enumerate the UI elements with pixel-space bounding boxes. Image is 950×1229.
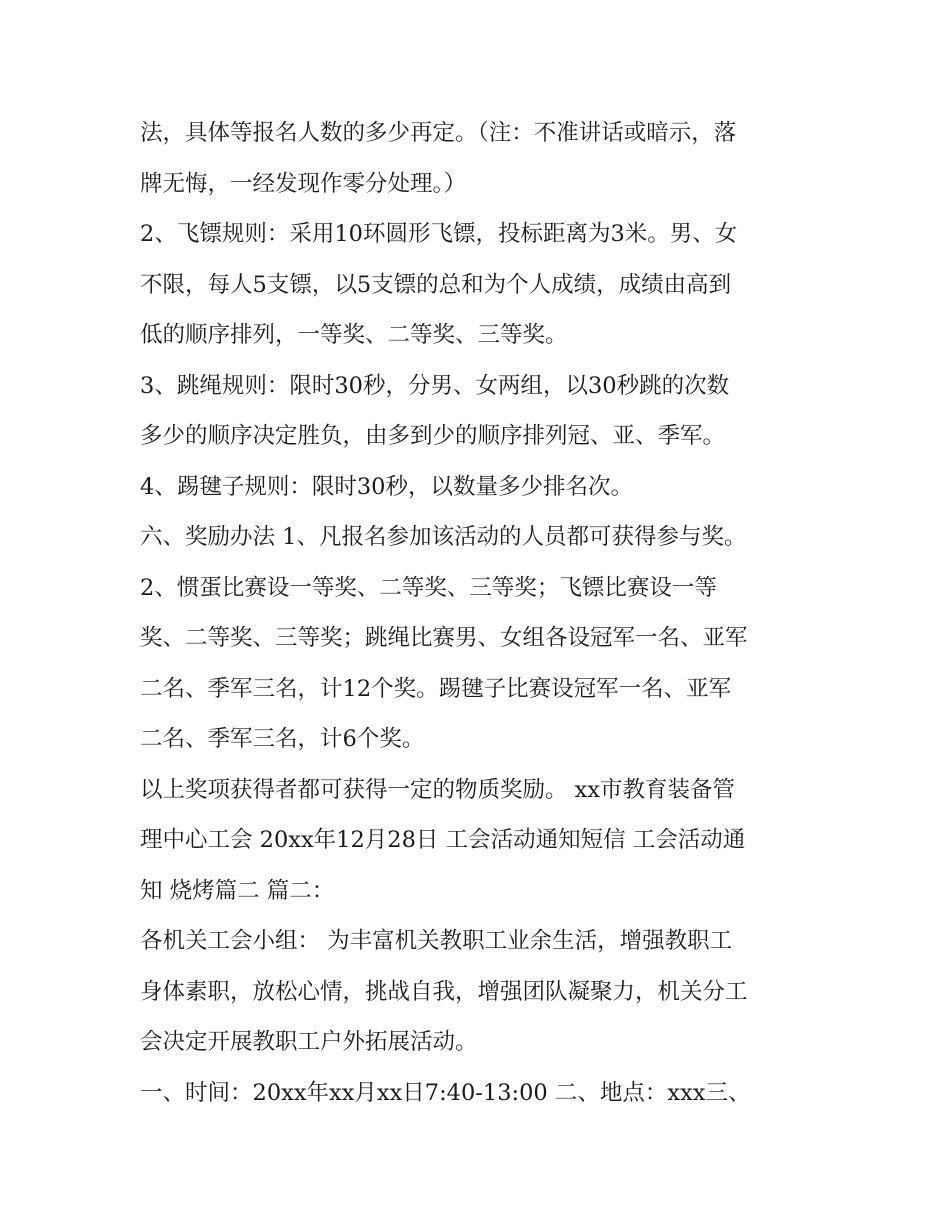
text-line-6: 3、跳绳规则：限时30秒，分男、女两组，以30秒跳的次数 xyxy=(140,372,730,399)
text-line-10: 2、惯蛋比赛设一等奖、二等奖、三等奖；飞镖比赛设一等 xyxy=(140,574,717,601)
text-line-15: 理中心工会 20xx年12月28日 工会活动通知短信 工会活动通 xyxy=(140,827,746,853)
text-line-19: 会决定开展教职工户外拓展活动。 xyxy=(140,1029,478,1055)
text-line-2: 牌无悔，一经发现作零分处理。） xyxy=(140,170,467,197)
text-line-13: 二名、季军三名，计6个奖。 xyxy=(140,726,425,752)
text-line-3: 2、飞镖规则：采用10环圆形飞镖，投标距离为3米。男、女 xyxy=(140,221,738,247)
text-line-16: 知 烧烤篇二 篇二： xyxy=(140,877,335,904)
text-line-12: 二名、季军三名，计12个奖。踢毽子比赛设冠军一名、亚军 xyxy=(140,675,732,702)
text-line-17: 各机关工会小组： 为丰富机关教职工业余生活，增强教职工 xyxy=(140,928,733,954)
text-line-7: 多少的顺序决定胜负，由多到少的顺序排列冠、亚、季军。 xyxy=(140,423,726,449)
text-line-5: 低的顺序排列，一等奖、二等奖、三等奖。 xyxy=(140,322,568,348)
text-line-9: 六、奖励办法 1、凡报名参加该活动的人员都可获得参与奖。 xyxy=(140,524,747,550)
document-body xyxy=(140,108,830,1118)
text-line-20: 一、时间：20xx年xx月xx日7:40-13:00 二、地点：xxx三、 xyxy=(140,1079,751,1106)
text-line-4: 不限，每人5支镖，以5支镖的总和为个人成绩，成绩由高到 xyxy=(140,271,732,298)
text-line-1: 法，具体等报名人数的多少再定。（注：不准讲话或暗示，落 xyxy=(140,120,737,146)
text-line-11: 奖、二等奖、三等奖；跳绳比赛男、女组各设冠军一名、亚军 xyxy=(140,625,748,651)
text-line-14: 以上奖项获得者都可获得一定的物质奖励。 xx市教育装备管 xyxy=(140,776,736,803)
text-line-18: 身体素职，放松心情，挑战自我，增强团队凝聚力，机关分工 xyxy=(140,978,748,1005)
text-line-8: 4、踢毽子规则：限时30秒，以数量多少排名次。 xyxy=(140,473,633,500)
